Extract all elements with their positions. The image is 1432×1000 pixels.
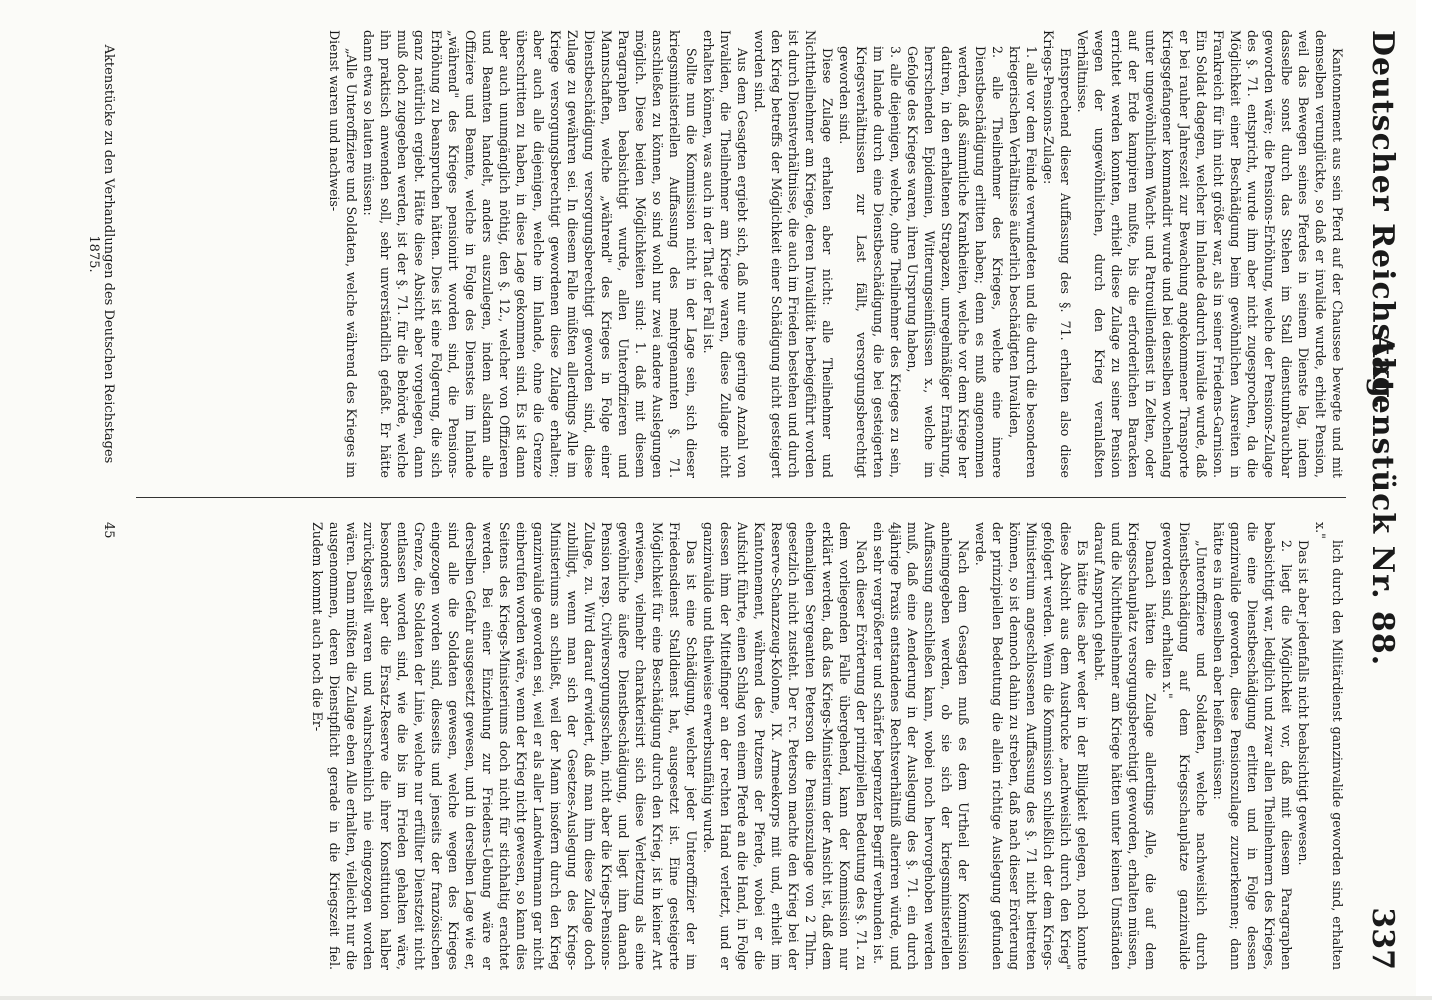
paragraph: lich durch den Militärdienst ganzinvalide geworden sind, erhalten x." bbox=[1313, 522, 1345, 970]
right-column bbox=[136, 522, 1346, 970]
paragraph: Entsprechend dieser Auffassung des §. 71. erhalten also diese Kriegs-Pensions-Zulage: bbox=[1041, 30, 1073, 478]
page-header bbox=[1362, 30, 1408, 970]
paragraph: Nach dem Gesagten muß es dem Urtheil der Kommission anheimgegeben werden, ob sie sich der kriegsministeriellen Auffassung anschließen kann, wobei noch hervorgehoben werden muß, daß eine Aenderung in der Auslegung des §. 71. ein durch 4jährige Praxis entstandenes Rechtsverhältniß alteriren würde, und ein sehr vergrößerter und schärfer begrenzter Begriff verbunden ist. bbox=[871, 522, 971, 970]
list-item: 3. alle diejenigen, welche, ohne Theilnehmer des Krieges zu sein, im Inlande durch eine Dienstbeschädigung, die bei gesteigerten Kriegsverhältnissen zur Last fällt, versorgungsberechtigt geworden sind. bbox=[837, 46, 903, 478]
paragraph: Das ist eine Schädigung, welcher jeder Unteroffizier der im Friedensdienst Stalldienst hat, ausgesetzt ist. Eine gesteigerte Möglichkeit für eine Beschädigung durch den Krieg, ist in keiner Art erwiesen, vielmehr charakterisirt sich diese Verletzung als eine gewöhnliche äußere Dienstbeschädigung, und liegt ihm danach Pension resp. Civilversorgungsschein, nicht aber die Kriegs-Pensions-Zulage, zu. Wird darauf erwidert, daß man ihm diese Zulage doch zubilligt, wenn man sich der Gesetzes-Auslegung des Kriegs-Ministeriums an schließt, weil der Mann insofern durch den Krieg ganzinvalide geworden sei, weil er als aller Landwehrmann gar nicht einberufen worden wäre, wenn der Krieg nicht gewesen, so kann dies Seitens des Kriegs-Ministeriums doch nicht für stichhaltig erachtet werden. Bei einer Einziehung zur Friedens-Uebung wäre er derselben Gefahr ausgesetzt gewesen, und in derselben Lage wie er, sind alle die Soldaten gewesen, welche wegen des Krieges eingezogen worden sind, diesseits und jenseits der französischen Grenze, die Soldaten der Linie, welche nur erfüllter Dienstzeit nicht entlassen worden sind, wie die bis im Frieden gehalten wäre, besonders aber die Ersatz-Reserve die ihrer Konstitution halber zurückgestellt waren und wahrscheinlich nie eingezogen worden wären. Dann müßten die Zulage eben Alle erhalten, vielleicht nur die ausgenommen, deren Dienstpflicht gerade in die Kriegszeit fiel. Zudem kommt auch noch die Er- bbox=[310, 522, 699, 970]
header-center: Aktenstück Nr. 88. bbox=[1365, 333, 1400, 667]
left-column bbox=[136, 30, 1346, 478]
list-item: 1. alle vor dem Feinde verwundeten und die durch die besonderen kriegerischen Verhältnisse äußerlich beschädigten Invaliden, bbox=[1007, 46, 1039, 478]
header-page-number: 337 bbox=[1365, 907, 1400, 970]
paragraph: Danach hätten die Zulage allerdings Alle, die auf dem Kriegsschauplatz versorgungsberechtigt geworden, erhalten müssen, und die Nichttheilnehmer am Kriege hätten unter keinen Umständen darauf Anspruch gehabt. bbox=[1092, 522, 1158, 970]
paragraph: „Alle Unteroffiziere und Soldaten, welche während des Krieges im Dienst waren und nachweis- bbox=[327, 30, 359, 478]
paragraph: Das ist aber jedenfalls nicht beabsichtigt gewesen. bbox=[1296, 540, 1311, 866]
paragraph: Sollte nun die Kommission nicht in der Lage sein, sich dieser kriegsministeriellen Auffassung des mehrgenannten §. 71. anschließen zu können, so sind wohl nur zwei andere Auslegungen möglich. Diese beiden Möglichkeiten sind: 1. daß mit diesem Paragraphen beabsichtigt wurde, allen Unteroffizieren und Mannschaften, welche „während" des Krieges in Folge einer Dienstbeschädigung versorgungsberechtigt geworden sind, diese Zulage zu gewähren sei. In diesem Falle müßten allerdings Alle im Kriege versorgungsberechtigt gewordenen diese Zulage erhalten; aber auch alle diejenigen, welche im Inlande, ohne die Grenze überschritten zu haben, in diese Lage gekommen sind. Es ist dann aber auch unumgänglich nöthig, den §. 12., welcher von Offizieren und Beamten handelt, anders auszulegen, indem alsdann alle Offiziere und Beamte, welche in Folge des Dienstes im Inlande „während" des Krieges pensionirt worden sind, die Pensions-Erhöhung zu beanspruchen hätten. Dies ist eine Folgerung, die sich ganz natürlich ergiebt. Hätte diese Absicht aber vorgelegen, dann muß doch zugegeben werden, ist der §. 71. für die Behörde, welche ihn praktisch anwenden soll, sehr unverständlich gefaßt. Er hätte dann etwa so lauten müssen: bbox=[361, 30, 699, 478]
paragraph: Diese Zulage erhalten aber nicht: alle Theilnehmer und Nichttheilnehmer am Kriege, deren Invalidität herbeigeführt worden ist durch Dienstverhältnisse, die auch im Frieden bestehen und durch den Krieg betreffs der Möglichkeit einer Schädigung nicht gesteigert worden sind. bbox=[752, 30, 835, 478]
paragraph: Es hätte dies aber weder in der Billigkeit gelegen, noch konnte diese Absicht aus dem Ausdrucke „nachweislich durch den Krieg" gefolgert werden. Wenn die Kommission schließlich der dem Kriegs-Ministerium angeschlossenen Auffassung des §. 71 nicht beitreten können, so ist dennoch dahin zu streben, daß nach dieser Erörterung der prinzipiellen Bedeutung die allein richtige Auslegung gefunden werde. bbox=[973, 522, 1090, 970]
scan-bottom-edge bbox=[0, 996, 1432, 1000]
paragraph: 2. liegt die Möglichkeit vor, daß mit diesem Paragraphen beabsichtigt war, lediglich und zwar allen Theilnehmern des Krieges, die eine Dienstbeschädigung erlitten und in Folge dessen ganzinvalide geworden, diese Pensionszulage zuzuerkennen; dann hätte es in demselben aber heißen müssen: bbox=[1211, 522, 1294, 970]
paragraph: Aus dem Gesagten ergiebt sich, daß nur eine geringe Anzahl von Invaliden, die Theilnehmer am Kriege waren, diese Zulage nicht erhalten können, was auch in der That der Fall ist. bbox=[701, 30, 750, 478]
paragraph: „Unteroffiziere und Soldaten, welche nachweislich durch Dienstbeschädigung auf dem Kriegsschauplatze ganzinvalide geworden sind, erhalten x." bbox=[1160, 522, 1209, 970]
paragraph: Kantonnement aus sein Pferd auf der Chaussee bewegte und mit demselben verunglückte, so daß er invalide wurde, erhielt Pension, weil das Bewegen seines Pferdes in seinem Dienste lag, indem dasselbe sonst durch das Stehen im Stall dienstunbrauchbar geworden wäre; die Pensions-Erhöhung, welche der Pensions-Zulage des §. 71. entspricht, wurde ihm aber nicht zugesprochen, da die Möglichkeit einer Beschädigung beim gewöhnlichen Ausreiten in Frankreich für ihn nicht größer war, als in seiner Friedens-Garnison. Ein Soldat dagegen, welcher im Inlande dadurch invalide wurde, daß er bei rauher Jahreszeit zur Bewachung angekommener Transporte Kriegsgefangener kommandirt wurde und bei denselben wochenlang unter ungewöhnlichem Wacht- und Patrouillendienst in Zelten, oder auf der Erde kampiren mußte, bis die erforderlichen Baracken errichtet werden konnten, erhielt diese Zulage zu seiner Pension wegen der ungewöhnlichen, durch den Krieg veranlaßten Verhältnisse. bbox=[1075, 30, 1345, 478]
page-number-footer: 45 bbox=[101, 522, 116, 539]
column-divider bbox=[136, 497, 1346, 498]
paragraph: Nach dieser Erörterung der prinzipiellen Bedeutung des §. 71. zu dem vorliegenden Falle übergehend, kann der Kommission nur erklärt werden, daß das Kriegs-Ministerium der Ansicht ist, daß dem ehemaligen Sergeanten Peterson die Pensionszulage von 2 Thlrn. gesetzlich nicht zusteht. Der rc. Peterson machte den Krieg bei der Reserve-Schanzzeug-Kolonne, IX. Armeekorps mit und, erhielt im Kantonnement, während des Putzens der Pferde, wobei er die Aufsicht führte, einen Schlag von einem Pferde an die Hand, in Folge dessen ihm der Mittelfinger an der rechten Hand verletzt, und er ganzinvalide und theilweise erwerbsunfähig wurde. bbox=[701, 522, 869, 970]
list-item: 2. alle Theilnehmer des Krieges, welche eine innere Dienstbeschädigung erlitten haben; denn es muß angenommen werden, daß sämmtliche Krankheiten, welche vor dem Kriege her datiren, in den erhaltenen Strapazen, unregelmäßiger Ernährung, herrschenden Epidemien, Witterungseinflüssen x., welche im Gefolge des Krieges waren, ihren Ursprung haben, bbox=[905, 46, 1005, 478]
header-left: Deutscher Reichstag. bbox=[1365, 30, 1400, 411]
source-line: Aktenstücke zu den Verhandlungen des Deutschen Reichstages 1875. bbox=[86, 44, 116, 464]
